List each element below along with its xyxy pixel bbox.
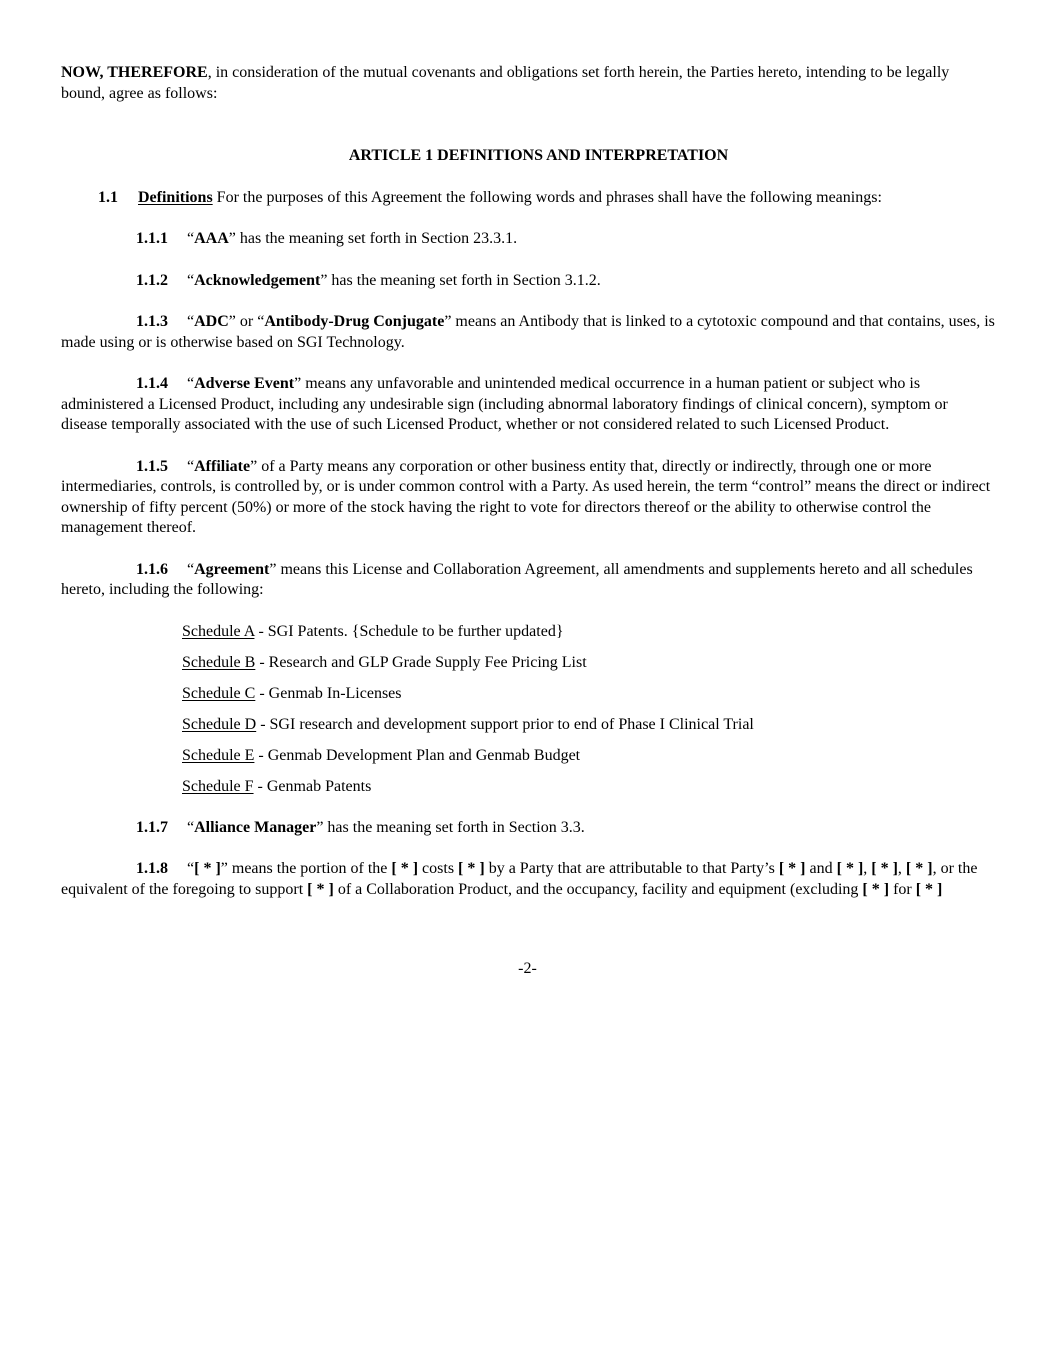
section-number: 1.1 bbox=[98, 188, 118, 206]
schedule-item bbox=[182, 684, 996, 715]
definition-text: ” has the meaning set forth in Section 3.3. bbox=[316, 818, 585, 836]
definition-1-1-1: 1.1.1 “AAA” has the meaning set forth in Section 23.3.1. bbox=[61, 229, 996, 250]
redaction-mark: [ * ] bbox=[905, 860, 933, 877]
schedule-item bbox=[182, 777, 996, 808]
redaction-mark: [ * ] bbox=[871, 860, 898, 877]
defined-term: ADC bbox=[194, 313, 229, 330]
defined-term: Adverse Event bbox=[194, 375, 295, 392]
definition-1-1-4: 1.1.4 “Adverse Event” means any unfavorable and unintended medical occurrence in a human patient or subject who is administered a Licensed Product, including any undesirable sign (including abnormal laboratory findings of clinical concern), symptom or disease temporally associated with the use of such Licensed Product, whether or not considered related to such Licensed Product. bbox=[61, 375, 948, 433]
schedule-text: - SGI Patents. {Schedule to be further updated} bbox=[254, 622, 564, 640]
section-title: Definitions bbox=[138, 188, 213, 206]
definition-text: ” has the meaning set forth in Section 3.1.2. bbox=[320, 271, 601, 289]
defined-term: Agreement bbox=[194, 560, 270, 578]
defined-term: AAA bbox=[194, 230, 229, 247]
definition-1-1-2: 1.1.2 “Acknowledgement” has the meaning set forth in Section 3.1.2. bbox=[61, 271, 996, 292]
redaction-mark: [ * ] bbox=[915, 880, 943, 898]
definition-1-1-7: 1.1.7 “Alliance Manager” has the meaning set forth in Section 3.3. bbox=[61, 818, 996, 839]
article-heading: ARTICLE 1 DEFINITIONS AND INTERPRETATION bbox=[348, 147, 729, 164]
definition-number: 1.1.5 bbox=[136, 457, 168, 475]
preamble bbox=[61, 63, 996, 104]
definition-1-1-6: 1.1.6 “Agreement” means this License and Collaboration Agreement, all amendments and supplements hereto and all schedules hereto, including the following: bbox=[61, 560, 973, 598]
schedule-item bbox=[182, 622, 996, 653]
definition-1-1-3: 1.1.3 “ADC” or “Antibody-Drug Conjugate” means an Antibody that is linked to a cytotoxic compound and that contains, uses, is made using or is otherwise based on SGI Technology. bbox=[61, 313, 995, 351]
definition-text: ” has the meaning set forth in Section 23.3.1. bbox=[228, 230, 518, 247]
definition-1-1-5: 1.1.5 “Affiliate” of a Party means any corporation or other business entity that, directly or indirectly, through one or more intermediaries, controls, is controlled by, or is under common control with a Party. As used herein, the term “control” means the direct or indirect ownership of fifty percent (50%) or more of the stock having the right to vote for directors thereof or the ability to otherwise control the management thereof. bbox=[61, 457, 991, 536]
schedule-label: Schedule C bbox=[182, 684, 256, 702]
redaction-mark: [ * ] bbox=[391, 860, 419, 877]
schedule-list bbox=[61, 622, 996, 808]
schedule-item bbox=[182, 715, 996, 746]
definition-number: 1.1.2 bbox=[136, 271, 168, 289]
schedule-label: Schedule D bbox=[182, 715, 257, 733]
section-text: For the purposes of this Agreement the following words and phrases shall have the following meanings: bbox=[212, 188, 882, 206]
definition-text: ” of a Party means any corporation or other business entity that, directly or indirectly, through one or more intermediaries, controls, is controlled by, or is under common control with a Party. As used herein, the term “control” means the direct or indirect ownership of fifty percent (50%) or more of the stock having the right to vote for directors thereof or the ability to otherwise control the management thereof. bbox=[61, 457, 991, 536]
definition-text: ” means any unfavorable and unintended medical occurrence in a human patient or subject who is administered a Licensed Product, including any undesirable sign (including abnormal laboratory findings of clinical concern), symptom or disease temporally associated with the use of such Licensed Product, whether or not considered related to such Licensed Product. bbox=[61, 375, 948, 433]
definition-number: 1.1.8 bbox=[136, 860, 168, 877]
schedule-text: - SGI research and development support prior to end of Phase I Clinical Trial bbox=[256, 715, 754, 733]
definition-number: 1.1.1 bbox=[136, 230, 168, 247]
defined-term: Alliance Manager bbox=[194, 818, 317, 836]
schedule-text: - Genmab Patents bbox=[253, 777, 372, 795]
schedule-label: Schedule B bbox=[182, 653, 256, 671]
definition-1-1-8: 1.1.8 “[ * ]” means the portion of the [ * ] costs [ * ] by a Party that are attributable to that Party’s [ * ] and [ * ], [ * ], [ * ], or the equivalent of the foregoing to support [ * ] of a Collaboration Product, and the occupancy, facility and equipment (excluding [ * ] for [ * ] bbox=[61, 860, 978, 898]
defined-term: Acknowledgement bbox=[194, 271, 321, 289]
redaction-mark: [ * ] bbox=[194, 860, 221, 877]
definition-number: 1.1.3 bbox=[136, 313, 168, 330]
redaction-mark: [ * ] bbox=[836, 860, 864, 877]
schedule-item bbox=[182, 653, 996, 684]
schedule-label: Schedule F bbox=[182, 777, 254, 795]
defined-term: Antibody-Drug Conjugate bbox=[264, 313, 445, 330]
redaction-mark: [ * ] bbox=[458, 860, 485, 877]
schedule-label: Schedule E bbox=[182, 746, 255, 764]
redaction-mark: [ * ] bbox=[862, 880, 890, 898]
redaction-mark: [ * ] bbox=[307, 880, 334, 898]
section-1-1 bbox=[61, 188, 996, 209]
definition-text: ” means an Antibody that is linked to a cytotoxic compound and that contains, uses, is made using or is otherwise based on SGI Technology. bbox=[61, 313, 995, 351]
document-page bbox=[61, 63, 996, 900]
preamble-bold: NOW, THEREFORE bbox=[61, 64, 208, 81]
page-number: -2- bbox=[518, 960, 537, 977]
schedule-label: Schedule A bbox=[182, 622, 255, 640]
schedule-item bbox=[182, 746, 996, 777]
preamble-text: , in consideration of the mutual covenants and obligations set forth herein, the Parties hereto, intending to be legally bound, agree as follows: bbox=[61, 64, 950, 102]
schedule-text: - Genmab In-Licenses bbox=[255, 684, 402, 702]
definition-number: 1.1.6 bbox=[136, 560, 168, 578]
schedule-text: - Genmab Development Plan and Genmab Budget bbox=[254, 746, 581, 764]
defined-term: Affiliate bbox=[194, 457, 251, 475]
definition-number: 1.1.7 bbox=[136, 818, 168, 836]
schedule-text: - Research and GLP Grade Supply Fee Pricing List bbox=[255, 653, 587, 671]
redaction-mark: [ * ] bbox=[778, 860, 806, 877]
definition-number: 1.1.4 bbox=[136, 375, 168, 392]
definition-text: ” means this License and Collaboration Agreement, all amendments and supplements hereto and all schedules hereto, including the following: bbox=[61, 560, 973, 598]
